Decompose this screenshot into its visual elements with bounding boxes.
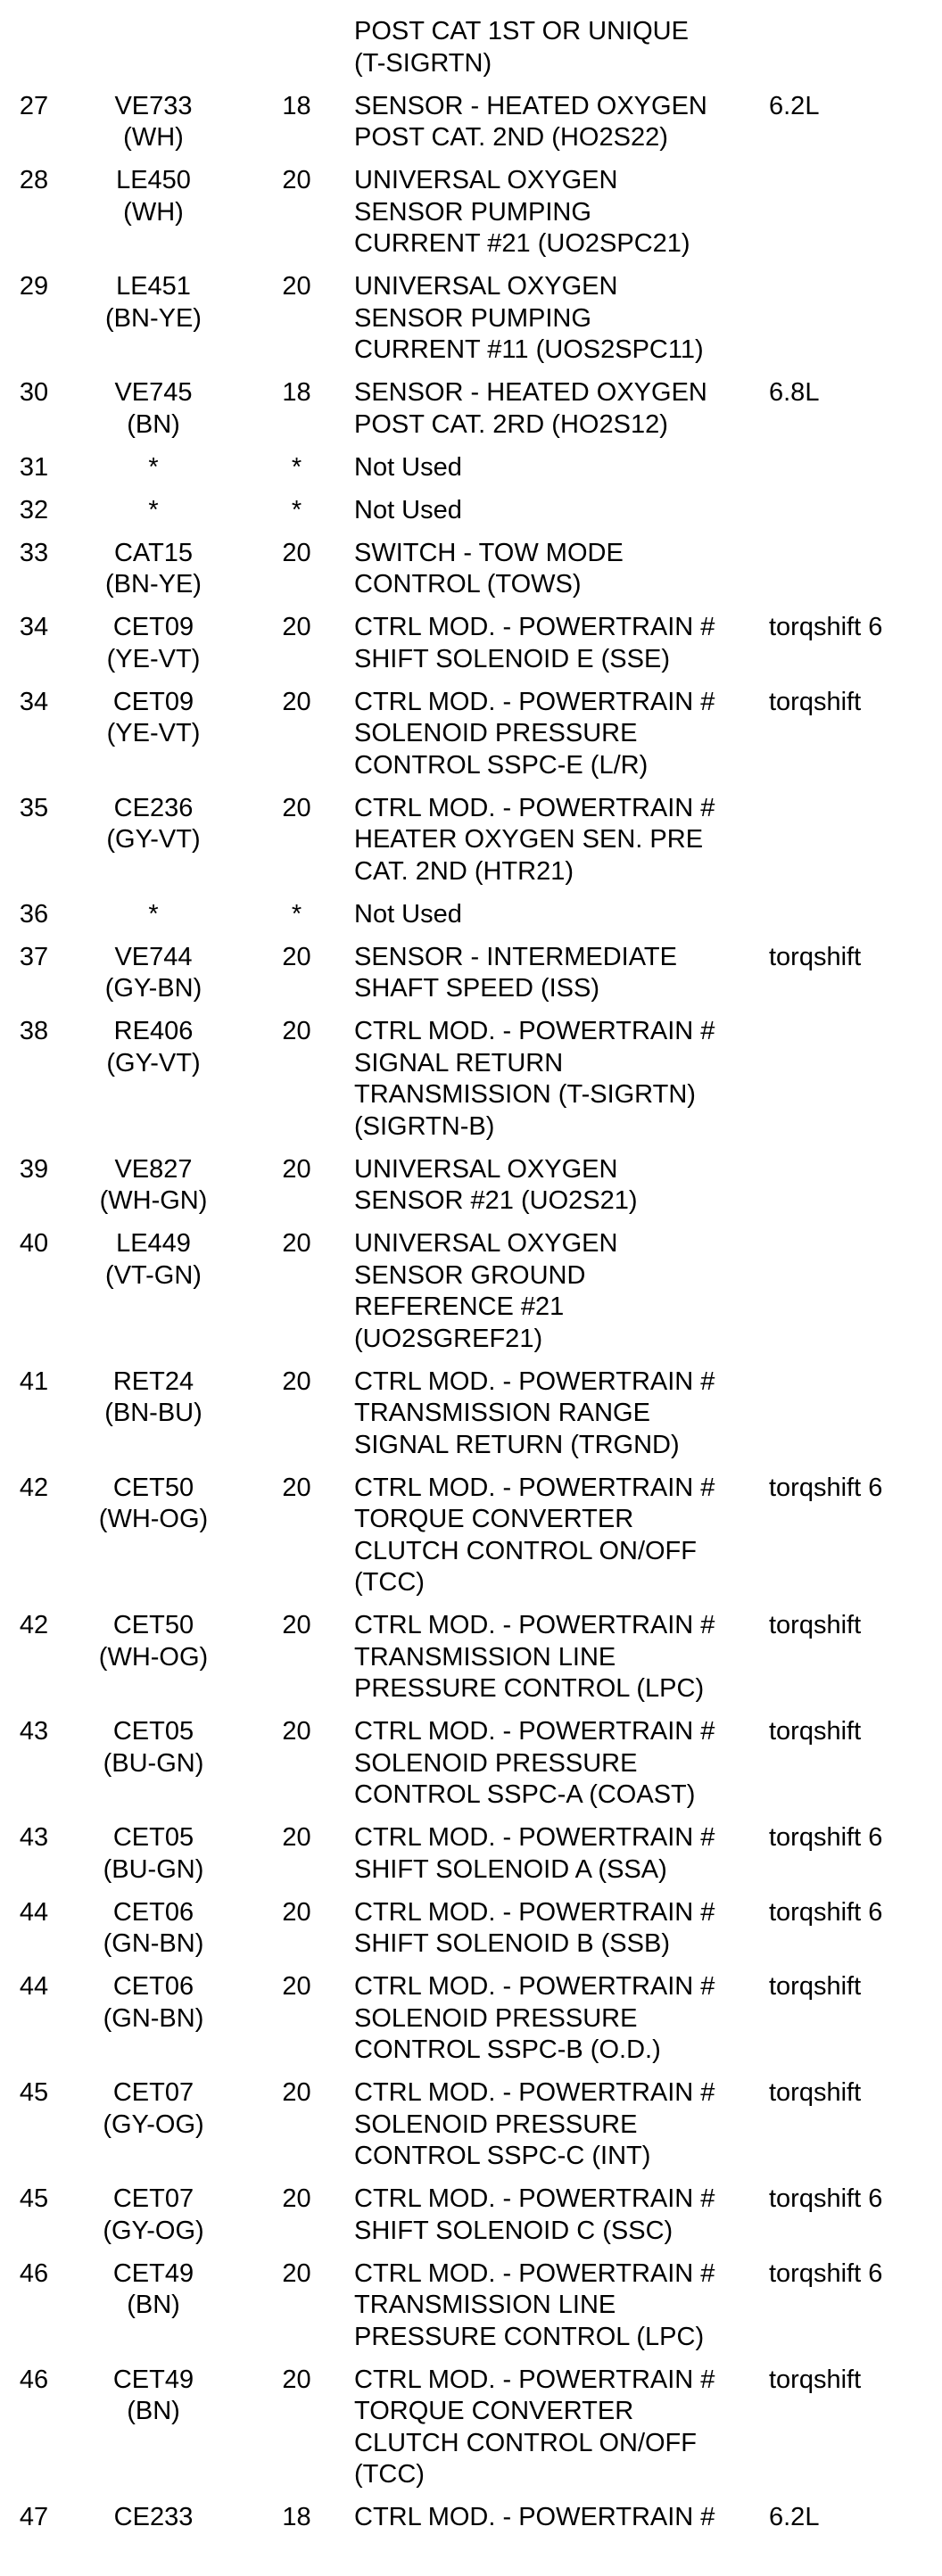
wire-gauge: 20: [282, 272, 311, 301]
pin-number: 29: [19, 272, 49, 301]
circuit-description: CTRL MOD. - POWERTRAIN # TRANSMISSION RANGE SIGNAL RETURN (TRGND): [354, 1366, 715, 1459]
circuit-note: [769, 452, 942, 495]
wire-gauge: 20: [282, 1897, 311, 1927]
circuit-description: POST CAT 1ST OR UNIQUE (T-SIGRTN): [354, 17, 689, 78]
pin-number: 30: [19, 378, 49, 407]
pin-number: 38: [19, 1017, 49, 1045]
circuit-note: torqshift 6: [769, 1823, 883, 1852]
circuit-note: torqshift: [769, 2365, 862, 2394]
circuit-description: CTRL MOD. - POWERTRAIN # SOLENOID PRESSURE CONTROL SSPC-B (O.D.): [354, 1972, 715, 2064]
table-row: [0, 612, 942, 687]
table-row: [0, 687, 942, 793]
circuit-description: Not Used: [354, 452, 462, 482]
pin-number: 37: [19, 942, 49, 971]
wire-gauge: 20: [282, 2078, 311, 2107]
table-row: [0, 2184, 942, 2258]
wire-code: CET07 (GY-OG): [103, 2184, 204, 2245]
circuit-note: [769, 1366, 942, 1473]
table-row: [0, 1716, 942, 1822]
circuit-description: CTRL MOD. - POWERTRAIN # TRANSMISSION LINE PRESSURE CONTROL (LPC): [354, 2258, 715, 2351]
wire-gauge: 20: [282, 942, 311, 971]
wire-code: CET05 (BU-GN): [103, 1823, 204, 1884]
wire-code: CET06 (GN-BN): [103, 1897, 204, 1958]
wire-gauge: 20: [282, 538, 311, 567]
wire-code: CE236 (GY-VT): [106, 793, 201, 854]
wire-gauge: 20: [282, 2184, 311, 2213]
pin-number: 39: [19, 1154, 49, 1184]
circuit-note: torqshift: [769, 2078, 862, 2107]
table-row: [0, 2365, 942, 2503]
circuit-description: SENSOR - INTERMEDIATE SHAFT SPEED (ISS): [354, 942, 677, 1003]
circuit-note: [769, 538, 942, 613]
circuit-note: [769, 271, 942, 377]
circuit-description: CTRL MOD. - POWERTRAIN # SIGNAL RETURN TRANSMISSION (T-SIGRTN) (SIGRTN-B): [354, 1017, 715, 1141]
table-row: [0, 1897, 942, 1972]
table-row: [0, 1366, 942, 1473]
circuit-note: torqshift 6: [769, 2258, 883, 2288]
table-row: [0, 452, 942, 495]
wire-gauge: 20: [282, 1473, 311, 1502]
pin-number: 43: [19, 1823, 49, 1852]
wire-gauge: 20: [282, 2365, 311, 2394]
wire-gauge: [239, 16, 354, 91]
wire-code: *: [148, 452, 159, 482]
wire-code: CET09 (YE-VT): [106, 687, 201, 747]
pin-number: 34: [19, 613, 49, 641]
circuit-description: CTRL MOD. - POWERTRAIN # SHIFT SOLENOID C (SSC): [354, 2184, 715, 2245]
pin-number: 45: [19, 2078, 49, 2107]
wire-gauge: 20: [282, 1366, 311, 1396]
circuit-description: UNIVERSAL OXYGEN SENSOR PUMPING CURRENT #21 (UO2SPC21): [354, 166, 690, 258]
wire-code: [68, 16, 239, 91]
pin-number: 35: [19, 793, 49, 822]
circuit-description: Not Used: [354, 495, 462, 524]
pin-number: 33: [19, 538, 49, 567]
wire-gauge: *: [291, 899, 302, 929]
table-row: [0, 165, 942, 271]
table-row: [0, 377, 942, 452]
circuit-description: CTRL MOD. - POWERTRAIN # HEATER OXYGEN SEN. PRE CAT. 2ND (HTR21): [354, 793, 715, 886]
circuit-note: torqshift: [769, 942, 862, 971]
wire-gauge: *: [291, 452, 302, 482]
circuit-note: torqshift: [769, 1717, 862, 1746]
circuit-description: SWITCH - TOW MODE CONTROL (TOWS): [354, 538, 624, 599]
wire-code: VE827 (WH-GN): [99, 1154, 208, 1215]
circuit-description: UNIVERSAL OXYGEN SENSOR #21 (UO2S21): [354, 1154, 638, 1215]
pinout-rows: [0, 16, 942, 2545]
circuit-description: CTRL MOD. - POWERTRAIN # SHIFT SOLENOID E (SSE): [354, 613, 715, 673]
circuit-description: Not Used: [354, 899, 462, 929]
wire-code: CET09 (YE-VT): [106, 613, 201, 673]
pin-number: 43: [19, 1717, 49, 1746]
pin-number: 42: [19, 1611, 49, 1639]
pin-number: 44: [19, 1897, 49, 1927]
wire-code: CET05 (BU-GN): [103, 1717, 204, 1778]
table-row: [0, 538, 942, 613]
wire-gauge: 20: [282, 2258, 311, 2288]
wire-gauge: 18: [282, 91, 311, 120]
wire-gauge: 20: [282, 613, 311, 641]
wire-code: LE450 (WH): [116, 166, 191, 227]
circuit-note: torqshift: [769, 1972, 862, 2001]
table-row: [0, 1016, 942, 1154]
pin-number: 46: [19, 2365, 49, 2394]
wire-code: *: [148, 495, 159, 524]
wire-gauge: 20: [282, 687, 311, 716]
wire-code: VE745 (BN): [114, 378, 193, 439]
connector-pinout-table: [0, 16, 942, 2545]
wire-code: *: [148, 899, 159, 929]
wire-code: LE451 (BN-YE): [105, 272, 202, 333]
table-row: [0, 1228, 942, 1366]
wire-code: CET50 (WH-OG): [98, 1473, 209, 1533]
pin-number: 40: [19, 1229, 49, 1258]
table-row: [0, 942, 942, 1017]
circuit-note: [769, 165, 942, 271]
circuit-note: [769, 793, 942, 899]
circuit-note: torqshift 6: [769, 1897, 883, 1927]
circuit-description: CTRL MOD. - POWERTRAIN # TRANSMISSION LINE PRESSURE CONTROL (LPC): [354, 1611, 715, 1703]
pin-number: 32: [19, 495, 49, 524]
circuit-note: [769, 16, 942, 91]
circuit-note: [769, 1154, 942, 1229]
circuit-note: torqshift 6: [769, 613, 883, 641]
table-row: [0, 899, 942, 942]
wire-gauge: 20: [282, 1823, 311, 1852]
wire-code: LE449 (VT-GN): [105, 1229, 202, 1290]
circuit-description: UNIVERSAL OXYGEN SENSOR GROUND REFERENCE #21 (UO2SGREF21): [354, 1229, 618, 1353]
circuit-note: torqshift: [769, 1611, 862, 1639]
circuit-note: 6.2L: [769, 2503, 820, 2531]
circuit-description: CTRL MOD. - POWERTRAIN # TORQUE CONVERTER CLUTCH CONTROL ON/OFF (TCC): [354, 2365, 715, 2489]
circuit-description: CTRL MOD. - POWERTRAIN #: [354, 2503, 715, 2531]
wire-code: CET49 (BN): [112, 2365, 194, 2425]
table-row: [0, 1154, 942, 1229]
circuit-note: torqshift 6: [769, 2184, 883, 2213]
pin-number: 42: [19, 1473, 49, 1502]
pin-number: 28: [19, 166, 49, 194]
circuit-note: 6.8L: [769, 378, 820, 407]
circuit-note: [769, 1228, 942, 1366]
circuit-description: CTRL MOD. - POWERTRAIN # SHIFT SOLENOID B (SSB): [354, 1897, 715, 1958]
wire-gauge: 20: [282, 1154, 311, 1184]
pin-number: 34: [19, 687, 49, 716]
table-row: [0, 495, 942, 538]
table-row: [0, 1971, 942, 2077]
circuit-note: torqshift 6: [769, 1473, 883, 1502]
circuit-description: CTRL MOD. - POWERTRAIN # SHIFT SOLENOID A (SSA): [354, 1823, 715, 1884]
table-row: [0, 2502, 942, 2545]
wire-gauge: *: [291, 495, 302, 524]
wire-code: RET24 (BN-BU): [104, 1366, 202, 1427]
wire-gauge: 20: [282, 1611, 311, 1639]
circuit-note: torqshift: [769, 687, 862, 716]
table-row: [0, 793, 942, 899]
pin-number: 27: [19, 91, 49, 120]
circuit-note: [769, 899, 942, 942]
table-row: [0, 1473, 942, 1611]
circuit-description: CTRL MOD. - POWERTRAIN # SOLENOID PRESSURE CONTROL SSPC-A (COAST): [354, 1717, 715, 1809]
wire-gauge: 18: [282, 378, 311, 407]
pin-number: 47: [19, 2503, 49, 2531]
circuit-description: UNIVERSAL OXYGEN SENSOR PUMPING CURRENT #11 (UOS2SPC11): [354, 272, 704, 364]
wire-code: CET07 (GY-OG): [103, 2078, 204, 2139]
wire-code: CAT15 (BN-YE): [105, 538, 202, 599]
wire-gauge: 20: [282, 1229, 311, 1258]
wire-code: CE233: [113, 2503, 194, 2531]
wire-code: RE406 (GY-VT): [106, 1017, 201, 1077]
circuit-description: CTRL MOD. - POWERTRAIN # SOLENOID PRESSURE CONTROL SSPC-C (INT): [354, 2078, 715, 2170]
wire-gauge: 20: [282, 793, 311, 822]
wire-gauge: 20: [282, 166, 311, 194]
table-row: [0, 1822, 942, 1897]
circuit-description: CTRL MOD. - POWERTRAIN # TORQUE CONVERTER CLUTCH CONTROL ON/OFF (TCC): [354, 1473, 715, 1597]
pin-number: 31: [19, 452, 49, 482]
table-row: [0, 16, 942, 91]
table-row: [0, 2258, 942, 2365]
wire-code: VE744 (GY-BN): [104, 942, 202, 1003]
circuit-description: SENSOR - HEATED OXYGEN POST CAT. 2RD (HO2S12): [354, 378, 707, 439]
wire-gauge: 20: [282, 1717, 311, 1746]
pin-number: 44: [19, 1972, 49, 2001]
table-row: [0, 91, 942, 166]
wire-code: CET50 (WH-OG): [98, 1611, 209, 1672]
wire-gauge: 20: [282, 1017, 311, 1045]
pin-number: 45: [19, 2184, 49, 2213]
pin-number: 36: [19, 899, 49, 929]
circuit-description: CTRL MOD. - POWERTRAIN # SOLENOID PRESSURE CONTROL SSPC-E (L/R): [354, 687, 715, 780]
pin-number: [0, 16, 68, 91]
wire-gauge: 20: [282, 1972, 311, 2001]
table-row: [0, 1610, 942, 1716]
wire-gauge: 18: [282, 2503, 311, 2531]
table-row: [0, 271, 942, 377]
wire-code: CET06 (GN-BN): [103, 1972, 204, 2033]
wire-code: CET49 (BN): [112, 2258, 194, 2319]
pin-number: 41: [19, 1366, 49, 1396]
circuit-note: 6.2L: [769, 91, 820, 120]
pin-number: 46: [19, 2258, 49, 2288]
circuit-note: [769, 495, 942, 538]
table-row: [0, 2077, 942, 2184]
circuit-note: [769, 1016, 942, 1154]
circuit-description: SENSOR - HEATED OXYGEN POST CAT. 2ND (HO2S22): [354, 91, 707, 152]
wire-code: VE733 (WH): [114, 91, 193, 152]
